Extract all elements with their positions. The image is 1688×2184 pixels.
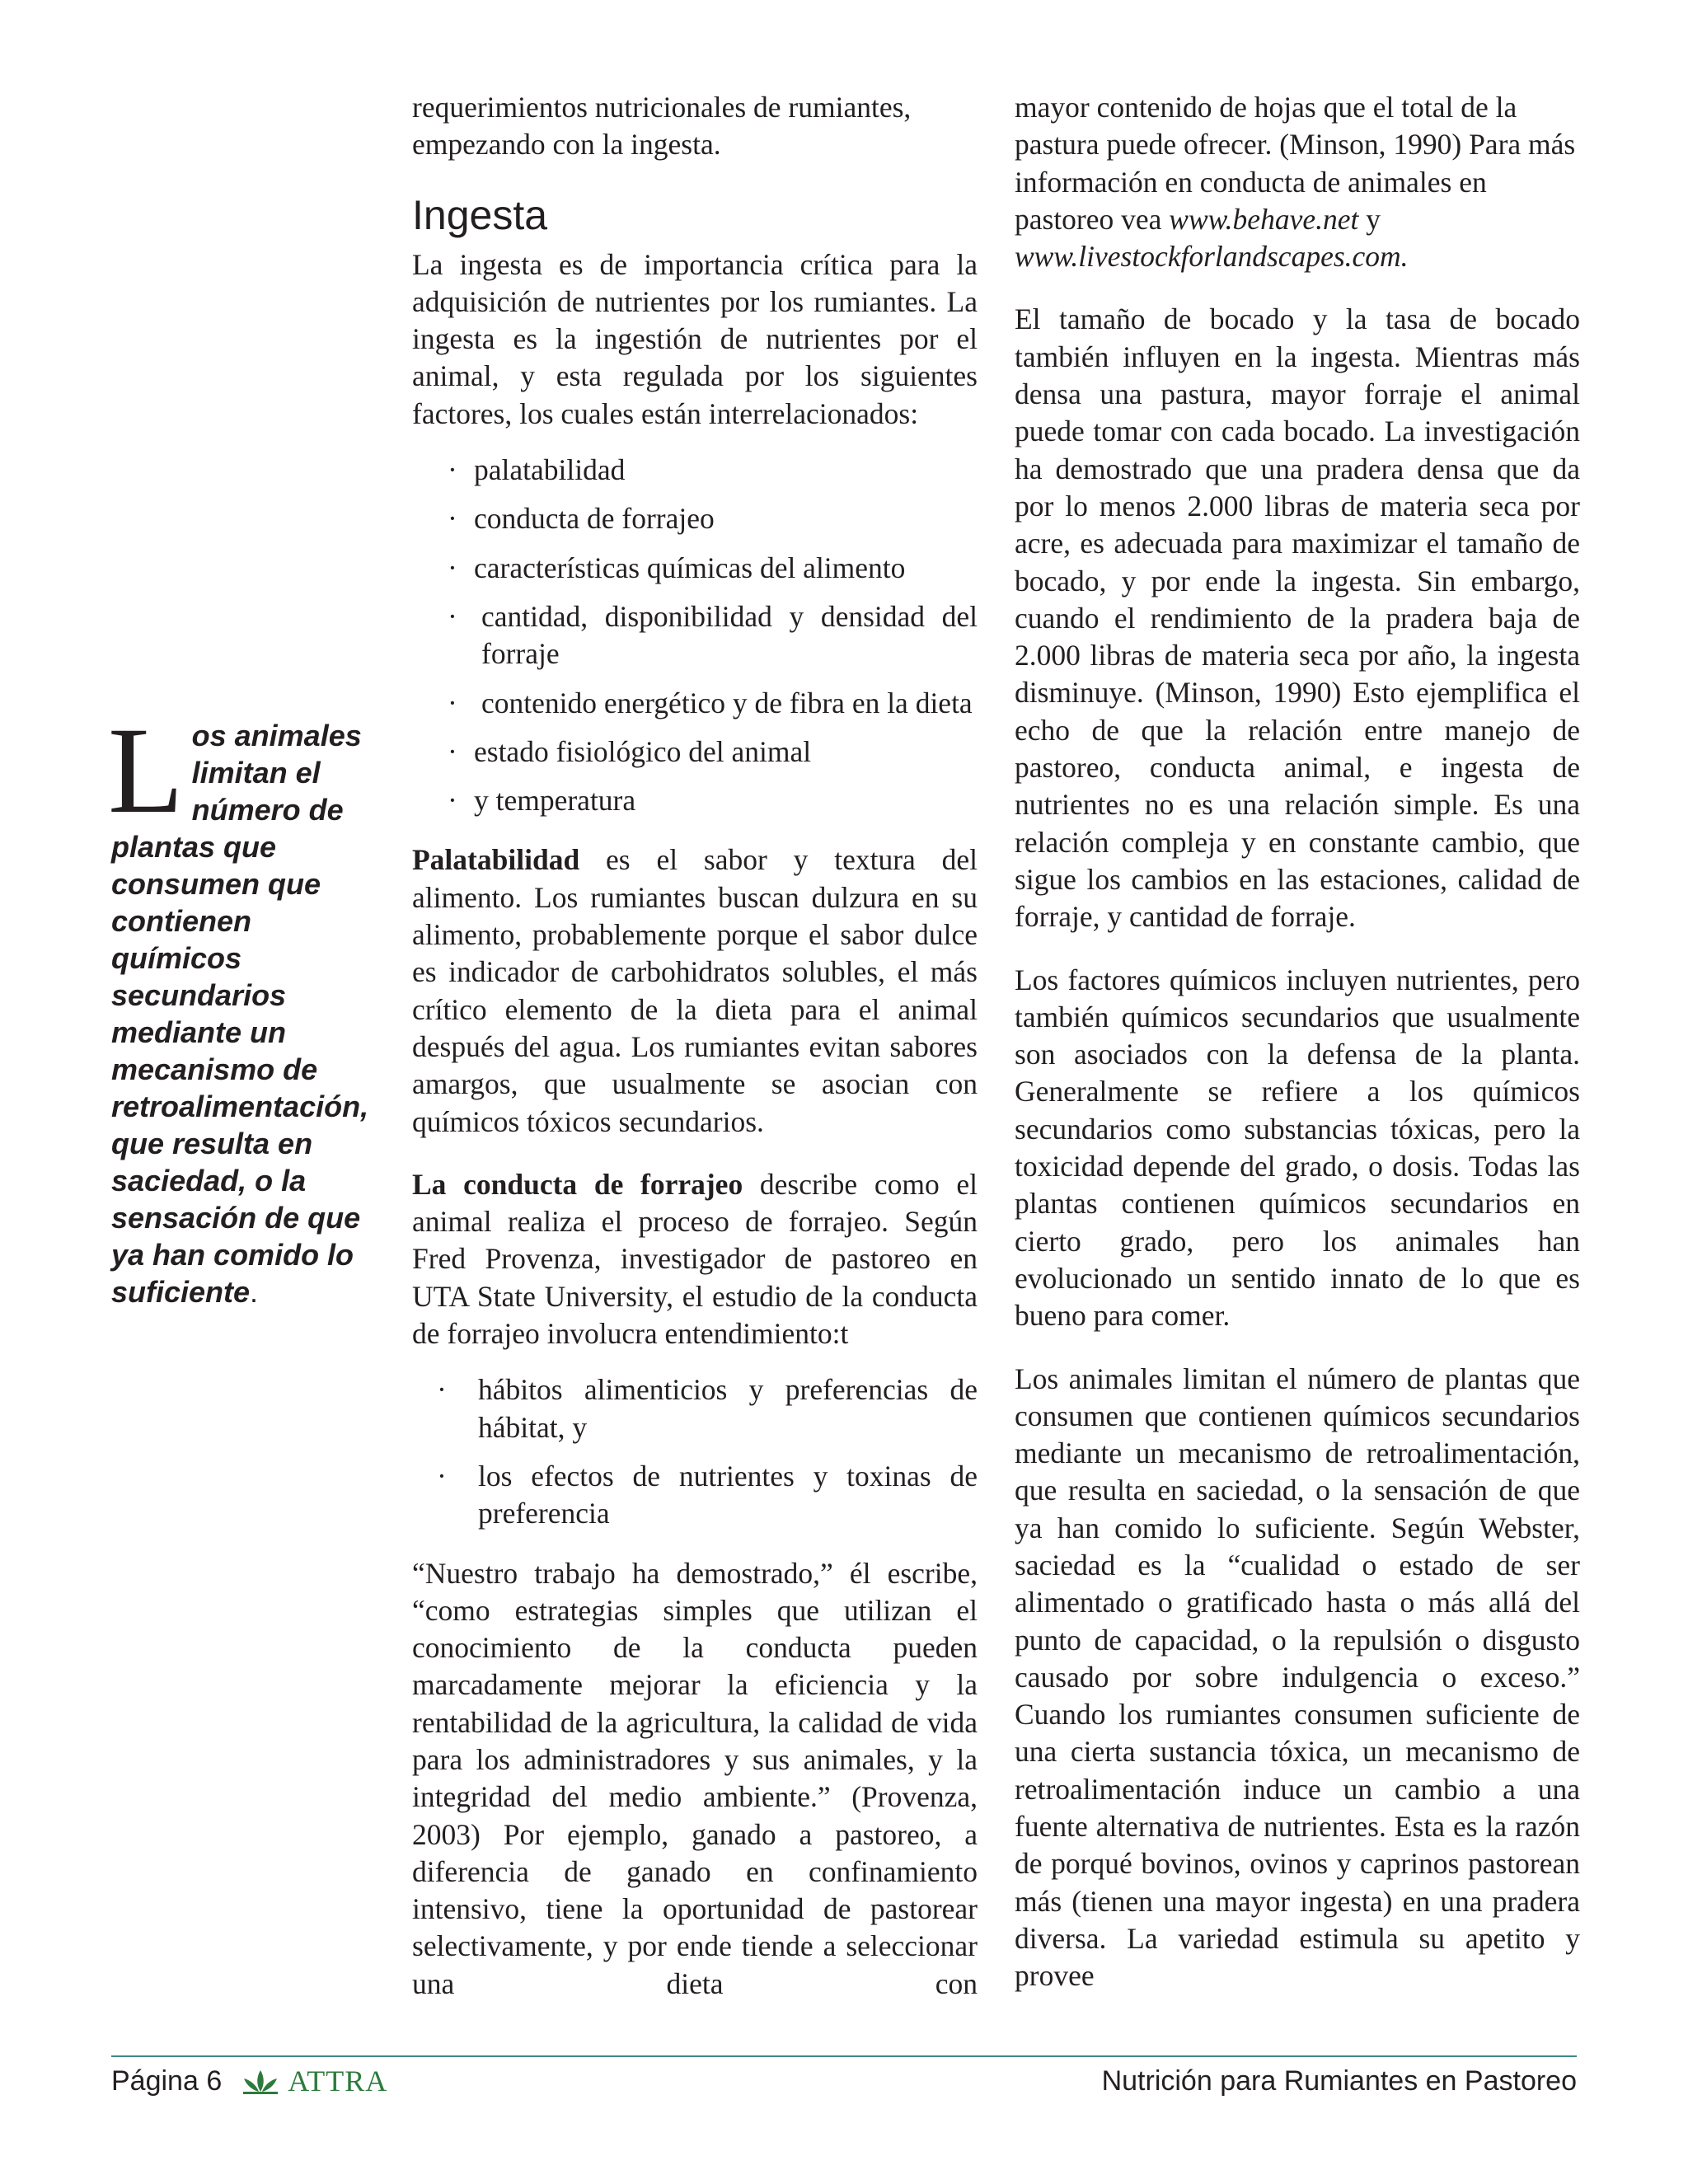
- column-left: [412, 89, 978, 2003]
- list-item-text: contenido energético y de fibra en la dieta: [481, 686, 973, 719]
- footer-rule: [111, 2055, 1577, 2057]
- pull-quote-text: [108, 702, 375, 1310]
- bullet-icon: ·: [437, 1373, 447, 1407]
- drop-cap: L: [108, 702, 184, 839]
- list-item-text: hábitos alimenticios y preferencias de hábitat, y: [478, 1373, 978, 1444]
- pull-quote: [108, 702, 375, 1310]
- list-item-text: cantidad, disponibilidad y densidad del forraje: [481, 599, 978, 671]
- footer-title: Nutrición para Rumiantes en Pastoreo: [1101, 2065, 1577, 2097]
- attra-leaf-icon: [241, 2067, 279, 2095]
- factors-list: [412, 452, 978, 819]
- pull-quote-body: os animales limitan el número de plantas que consumen que contienen químicos secundarios mediante un mecanismo de retroalimentación, que resulta en saciedad, o la sensación de que ya han comido lo suficiente: [111, 719, 369, 1309]
- list-item-text: y temperatura: [474, 784, 636, 818]
- term-palatabilidad: Palatabilidad: [412, 843, 580, 877]
- list-item-text: estado fisiológico del animal: [474, 734, 812, 768]
- list-item: [412, 1371, 978, 1446]
- bullet-icon: ·: [448, 734, 457, 768]
- bullet-icon: ·: [448, 551, 457, 584]
- pull-quote-trail: .: [250, 1275, 259, 1309]
- paragraph-palatabilidad-text: es el sabor y textura del alimento. Los rumiantes buscan dulzura en su alimento, probablemente porque el sabor dulce es indicador de carbohidratos solubles, el más crítico elemento de la dieta para el animal después del agua. Los rumiantes evitan sabores amargos, que usualmente se asocian con químicos tóxicos secundarios.: [412, 843, 978, 1138]
- bullet-icon: ·: [437, 1459, 447, 1493]
- list-item: [412, 550, 978, 587]
- list-item: [412, 598, 978, 673]
- paragraph-conducta: [412, 1166, 978, 1352]
- paragraph-quimicos: Los factores químicos incluyen nutrientes, pero también químicos secundarios que usualmente son asociados con la defensa de la planta. Generalmente se refiere a los químicos secundarios como substancias tóxicas, pero la toxicidad depende del grado, o dosis. Todas las plantas contienen químicos secundarios en cierto grado, pero los animales han evolucionado un sentido innato de lo que es bueno para comer.: [1015, 963, 1580, 1333]
- paragraph-palatabilidad: [412, 841, 978, 1140]
- paragraph-saciedad: Los animales limitan el número de plantas que consumen que contienen químicos secundarios mediante un mecanismo de retroalimentación, que resulta en saciedad, o la sensación de que ya han comido lo suficiente. Según Webster, saciedad es la “cualidad o estado de ser alimentado o gratificado hasta o más allá del punto de capacidad, o la repulsión o disgusto causado por sobre indulgencia o exceso.” Cuando los rumiantes consumen suficiente de una cierta sustancia tóxica, un mecanismo de retroalimentación induce un cambio a una fuente alternativa de nutrientes. Esta es la razón de porqué bovinos, ovinos y caprinos pastorean más (tienen una mayor ingesta) en una pradera diversa. La variedad estimula su apetito y provee: [1015, 1361, 1580, 1993]
- list-item-text: los efectos de nutrientes y toxinas de preferencia: [478, 1459, 978, 1530]
- bullet-icon: ·: [448, 784, 457, 818]
- paragraph-bocado: El tamaño de bocado y la tasa de bocado también influyen en la ingesta. Mientras más densa una pastura, mayor forraje el animal puede tomar con cada bocado. La investigación ha demostrado que una pradera densa que da por lo menos 2.000 libras de materia seca por acre, es adecuada para maximizar el tamaño de bocado, y por ende la ingesta. Sin embargo, cuando el rendimiento de la pradera baja de 2.000 libras de materia seca por año, la ingesta disminuye. (Minson, 1990) Esto ejemplifica el echo de que la relación entre manejo de pastoreo, conducta animal, e ingesta de nutrientes no es una relación simple. Es una relación compleja y en constante cambio, que sigue los cambios en las estaciones, calidad de forraje, y cantidad de forraje.: [1015, 302, 1580, 934]
- list-item: [412, 452, 978, 489]
- list-item: [412, 500, 978, 537]
- footer-left: [111, 2064, 387, 2097]
- paragraph-conducta-text: describe como el animal realiza el proceso de forrajeo. Según Fred Provenza, investigador de pastoreo en UTA State University, el estudio de la conducta de forrajeo involucra entendimiento:t: [412, 1167, 978, 1351]
- list-item: [412, 1458, 978, 1533]
- paragraph-intro: requerimientos nutricionales de rumiantes, empezando con la ingesta.: [412, 91, 912, 162]
- bullet-icon: ·: [448, 599, 457, 633]
- paragraph-minson-text: mayor contenido de hojas que el total de la pastura puede ofrecer. (Minson, 1990) Para más información en conducta de animales en pastoreo vea: [1015, 91, 1576, 236]
- understanding-list: [412, 1371, 978, 1532]
- section-heading: Ingesta: [412, 191, 548, 238]
- bullet-icon: ·: [448, 686, 457, 719]
- term-conducta: La conducta de forrajeo: [412, 1167, 743, 1201]
- link-livestock[interactable]: www.livestockforlandscapes.com.: [1015, 240, 1409, 274]
- list-item-text: conducta de forrajeo: [474, 502, 715, 536]
- conjunction: y: [1358, 202, 1381, 236]
- list-item-text: características químicas del alimento: [474, 551, 906, 584]
- link-behave[interactable]: www.behave.net: [1169, 202, 1359, 236]
- column-right: [1015, 89, 1580, 1995]
- page-number: Página 6: [111, 2065, 223, 2097]
- attra-brand: ATTRA: [288, 2064, 388, 2097]
- paragraph-minson: [1015, 89, 1580, 275]
- list-item-text: palatabilidad: [474, 453, 626, 487]
- list-item: [412, 685, 978, 722]
- bullet-icon: ·: [448, 502, 457, 536]
- list-item: [412, 733, 978, 771]
- paragraph-ingesta: La ingesta es de importancia crítica para la adquisición de nutrientes por los rumiantes. La ingesta es la ingestión de nutrientes por el animal, y esta regulada por los siguientes factores, los cuales están interrelacionados:: [412, 247, 978, 430]
- list-item: [412, 782, 978, 819]
- bullet-icon: ·: [448, 453, 457, 487]
- paragraph-provenza: “Nuestro trabajo ha demostrado,” él escribe, “como estrategias simples que utilizan el conocimiento de la conducta pueden marcadamente mejorar la eficiencia y la rentabilidad de la agricultura, la calidad de vida para los administradores y sus animales, y la integridad del medio ambiente.” (Provenza, 2003) Por ejemplo, ganado a pastoreo, a diferencia de ganado en confinamiento intensivo, tiene la oportunidad de pastorear selectivamente, y por ende tiende a seleccionar una dieta con: [412, 1556, 978, 2000]
